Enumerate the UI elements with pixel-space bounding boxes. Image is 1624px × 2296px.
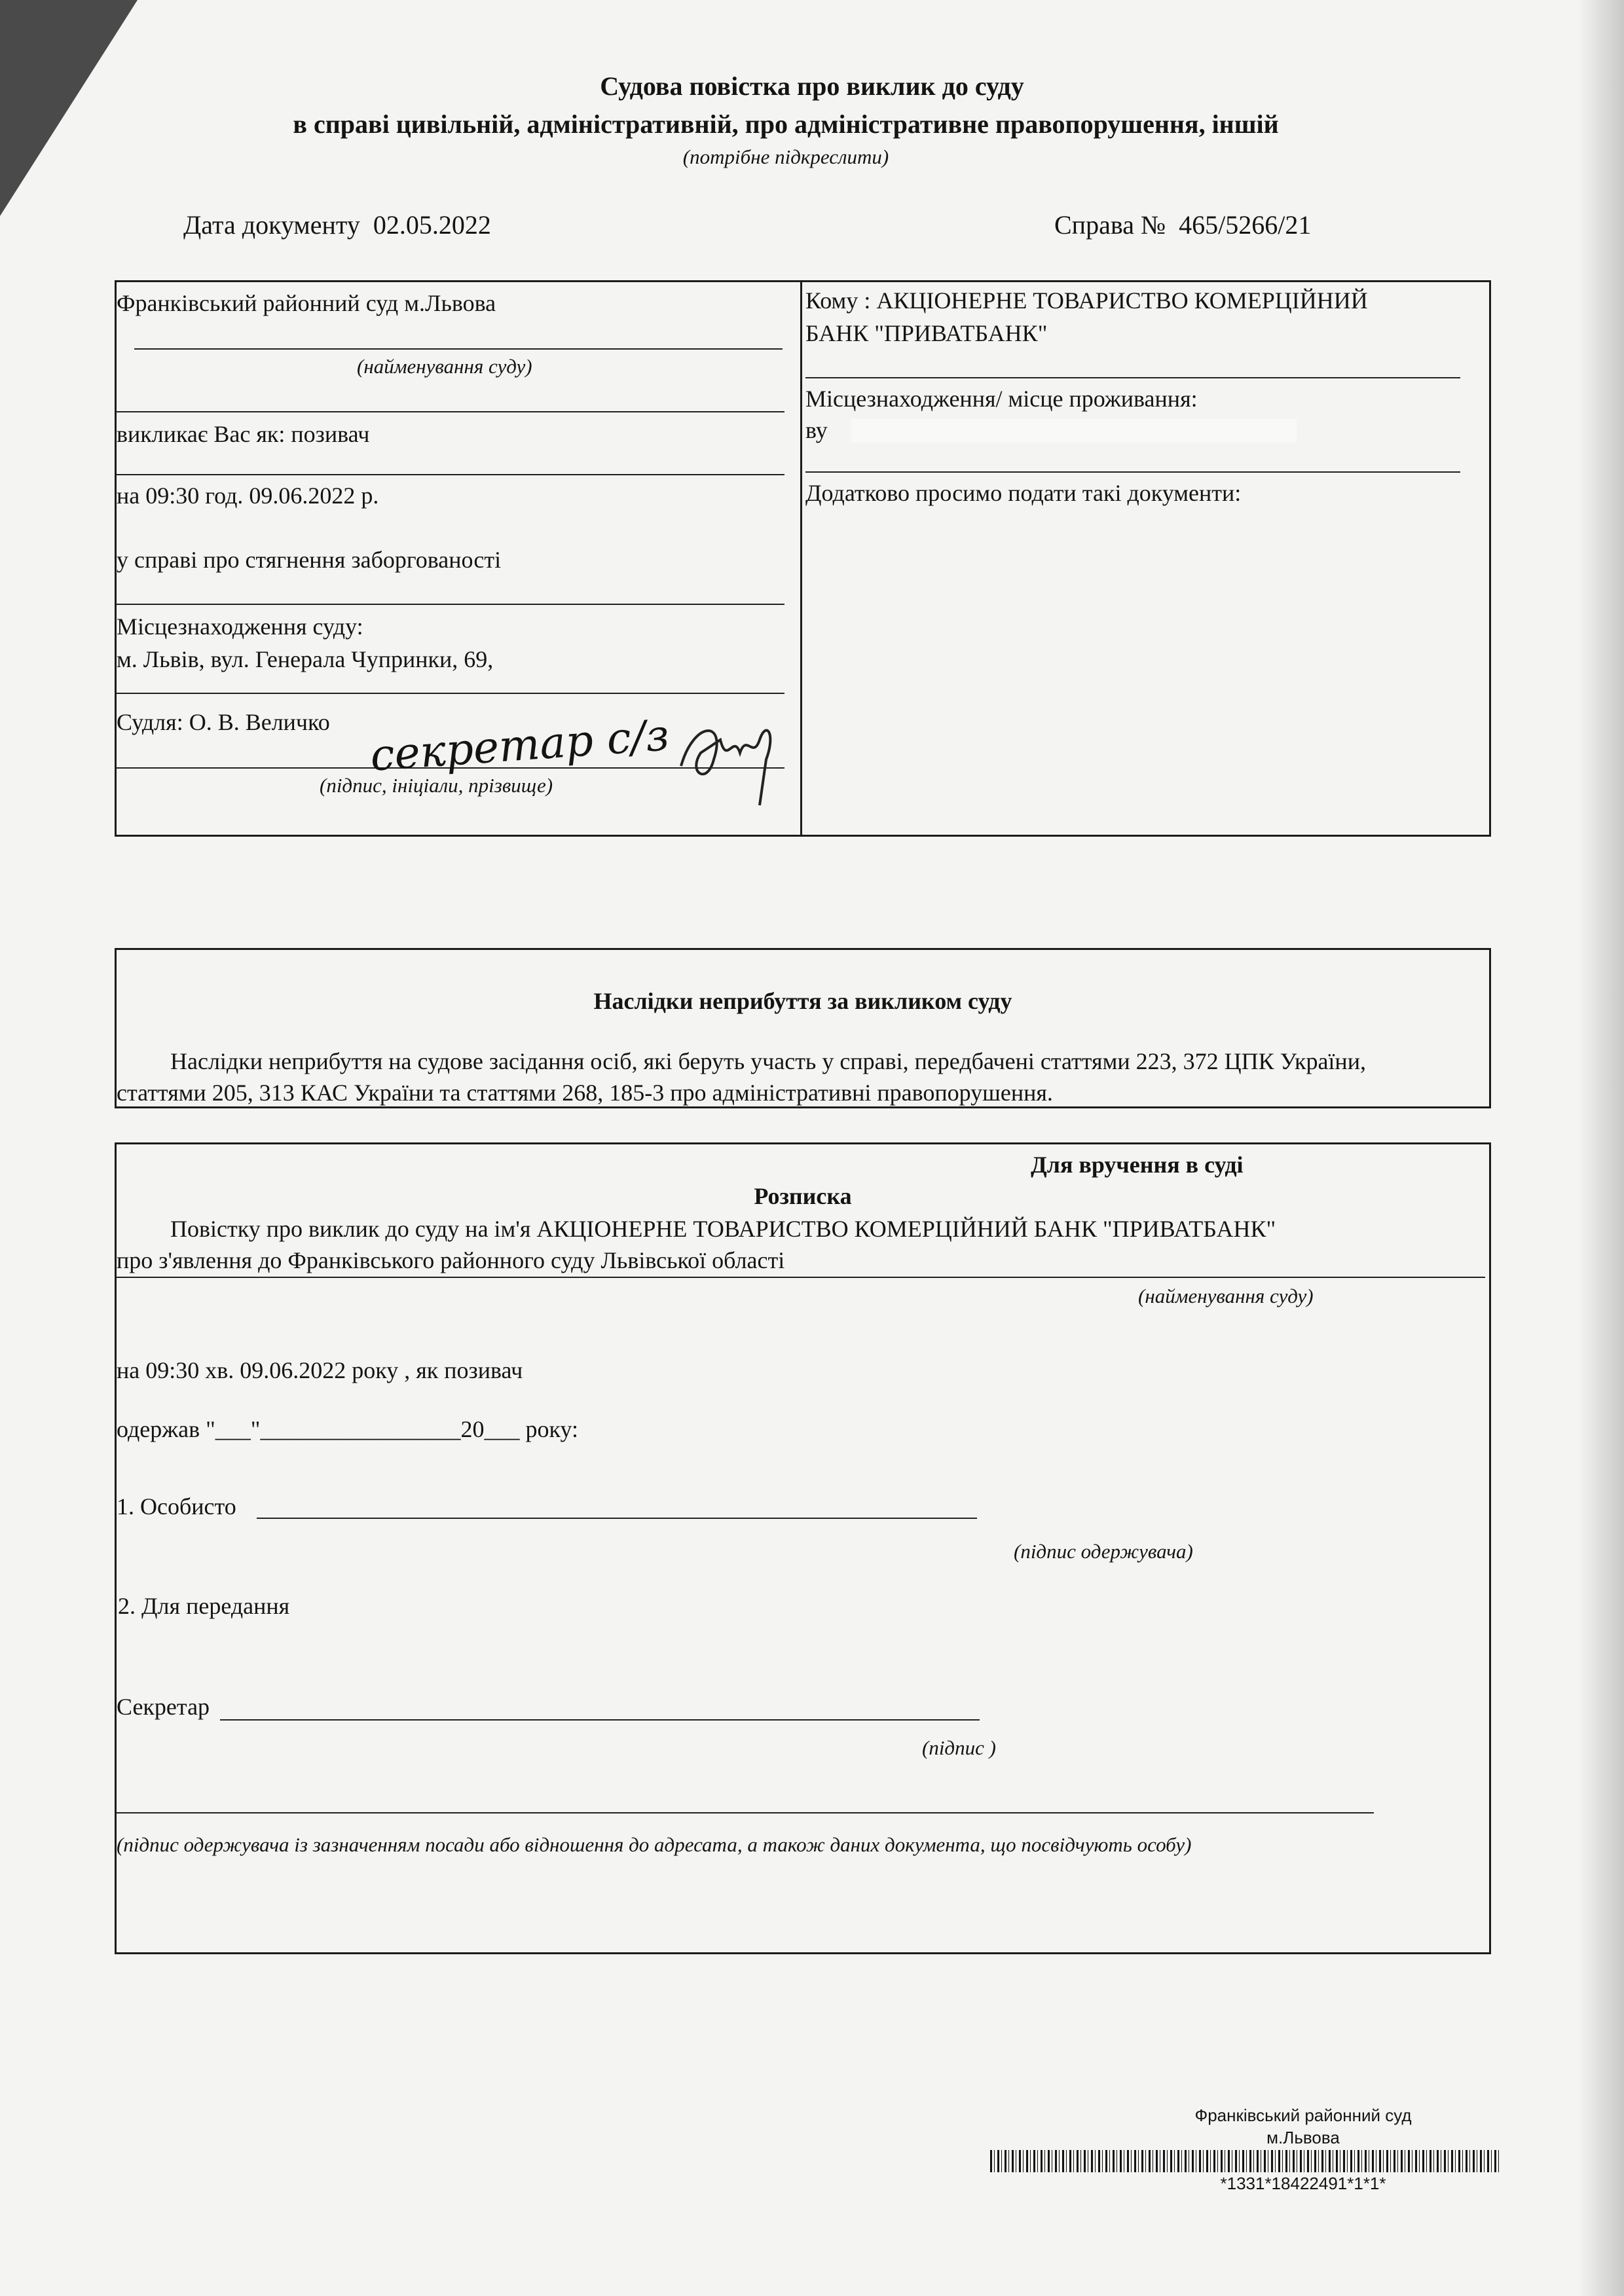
secretary-label: Секретар [117, 1694, 210, 1720]
recipient-details-line [117, 1812, 1374, 1813]
barcode-text: *1331*18422491*1*1* [1220, 2174, 1386, 2193]
receipt-line1: Повістку про виклик до суду на ім'я АКЦІОНЕРНЕ ТОВАРИСТВО КОМЕРЦІЙНИЙ БАНК "ПРИВАТБАНК" [170, 1216, 1276, 1242]
case-matter: у справі про стягнення заборгованості [117, 547, 502, 573]
recipient-line1: Кому : АКЦІОНЕРНЕ ТОВАРИСТВО КОМЕРЦІЙНИЙ [805, 287, 1368, 314]
page-fold-corner [0, 0, 138, 216]
rule [805, 377, 1460, 378]
date-label: Дата документу [183, 210, 360, 240]
recipient-line2: БАНК "ПРИВАТБАНК" [805, 320, 1048, 346]
court-caption: (найменування суду) [357, 355, 532, 378]
hearing-time: на 09:30 год. 09.06.2022 р. [117, 483, 379, 509]
summons-divider [800, 280, 802, 837]
date-value: 02.05.2022 [373, 210, 491, 240]
address-label: Місцезнаходження/ місце проживання: [805, 386, 1198, 412]
document-date [183, 210, 491, 240]
personally-label: 1. Особисто [117, 1493, 236, 1520]
court-location-label: Місцезнаходження суду: [117, 613, 363, 640]
document-subtitle: в справі цивільній, адміністративній, про адміністративне правопорушення, іншій [293, 109, 1279, 139]
receipt-court-caption: (найменування суду) [1138, 1285, 1314, 1307]
recipient-signature-line [257, 1518, 977, 1519]
court-location-value: м. Львів, вул. Генерала Чупринки, 69, [117, 646, 494, 672]
consequences-text-line1: Наслідки неприбуття на судове засідання осіб, які беруть участь у справі, передбачені статтями 223, 372 ЦПК України, [170, 1048, 1366, 1074]
consequences-text-line2: статтями 205, 313 КАС України та статтями 268, 185-3 про адміністративні правопорушення. [117, 1080, 1053, 1106]
documents-label: Додатково просимо подати такі документи: [805, 480, 1242, 506]
rule [805, 471, 1460, 473]
footer-court-line2: м.Львова [1266, 2128, 1340, 2147]
consequences-title: Наслідки неприбуття за викликом суду [593, 988, 1012, 1014]
secretary-signature-caption: (підпис ) [922, 1736, 996, 1759]
case-value: 465/5266/21 [1179, 210, 1312, 240]
rule [117, 411, 784, 412]
rule [117, 474, 784, 475]
recipient-signature-caption: (підпис одержувача) [1014, 1540, 1193, 1563]
signature-caption: (підпис, ініціали, прізвище) [320, 774, 553, 797]
receipt-title: Розписка [754, 1183, 852, 1209]
rule [117, 604, 784, 605]
page-edge-shadow [1578, 0, 1624, 2296]
case-number [1054, 210, 1311, 240]
calls-as: викликає Вас як: позивач [117, 421, 370, 447]
signature-flourish [668, 694, 799, 812]
underline-note: (потрібне підкреслити) [682, 145, 889, 168]
court-name: Франківський районний суд м.Львова [117, 290, 496, 316]
for-transfer-label: 2. Для передання [118, 1593, 290, 1619]
judge: Судля: О. В. Величко [117, 709, 330, 735]
redacted-address [851, 419, 1297, 443]
footer-court-line1: Франківський районний суд [1194, 2105, 1412, 2125]
court-name-underline [134, 348, 783, 350]
case-label: Справа № [1054, 210, 1166, 240]
receipt-line2: про з'явлення до Франківського районного суду Львівської області [117, 1247, 785, 1273]
handwritten-signature: секретар с/з [368, 710, 671, 781]
receipt-time: на 09:30 хв. 09.06.2022 року , як позивач [117, 1357, 523, 1383]
secretary-signature-line [220, 1719, 980, 1721]
barcode [990, 2150, 1501, 2172]
address-value: ву [805, 417, 828, 443]
received-date: одержав "___"_________________20___ року: [117, 1416, 579, 1442]
court-name-line [117, 1277, 1485, 1278]
for-court-delivery: Для вручення в суді [1031, 1152, 1244, 1178]
document-title: Судова повістка про виклик до суду [600, 71, 1024, 101]
recipient-details-caption: (підпис одержувача із зазначенням посади або відношення до адресата, а також даних документа, що посвідчують особу) [117, 1833, 1192, 1856]
